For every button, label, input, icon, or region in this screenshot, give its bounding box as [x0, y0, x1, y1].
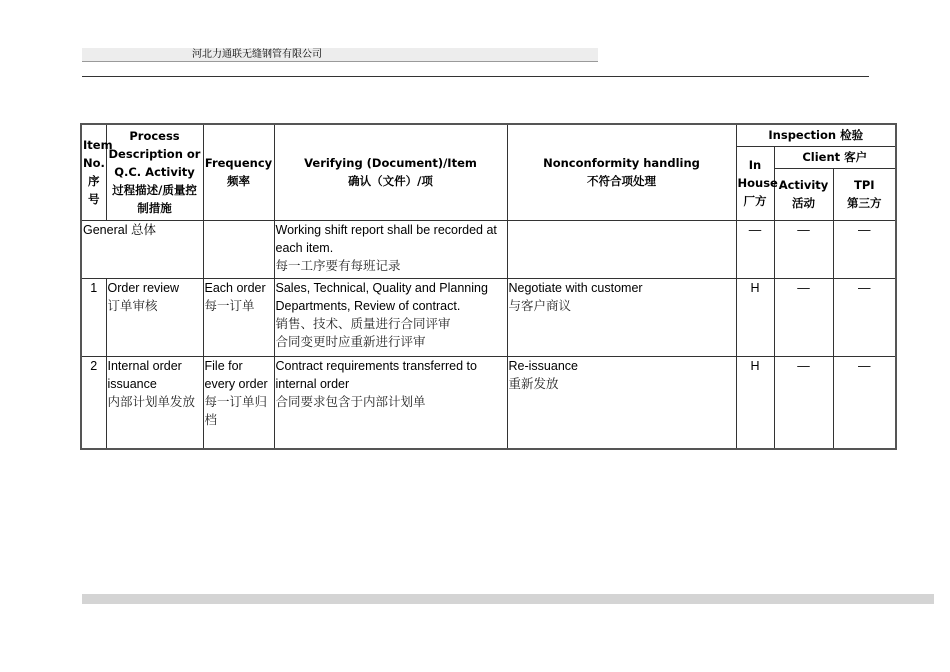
col-frequency: Frequency 频率: [203, 124, 274, 220]
col-process: Process Description or Q.C. Activity 过程描述/质量控制措施: [106, 124, 203, 220]
cell-item-no: 1: [81, 278, 106, 356]
cell-in-house: H: [736, 278, 774, 356]
cell-activity: —: [774, 220, 833, 278]
header-bar: [82, 48, 598, 61]
cell-verifying: Sales, Technical, Quality and Planning Departments, Review of contract. 销售、技术、质量进行合同评审 合同变更时应重新进行评审: [274, 278, 507, 356]
cell-activity: —: [774, 356, 833, 449]
cell-frequency: [203, 220, 274, 278]
header-rule: [82, 76, 869, 77]
table-row: [81, 220, 896, 278]
col-tpi: TPI 第三方: [833, 168, 896, 220]
col-item-no: Item No. 序号: [81, 124, 106, 220]
cell-tpi: —: [833, 220, 896, 278]
cell-frequency: Each order 每一订单: [203, 278, 274, 356]
cell-frequency: File for every order 每一订单归档: [203, 356, 274, 449]
cell-verifying: Contract requirements transferred to internal order 合同要求包含于内部计划单: [274, 356, 507, 449]
cell-tpi: —: [833, 356, 896, 449]
table-row: [81, 278, 896, 356]
inspection-plan-table: [80, 123, 897, 450]
header-rule-top: [82, 61, 598, 62]
footer-bar: [82, 594, 934, 604]
cell-nonconformity: Re-issuance 重新发放: [507, 356, 736, 449]
cell-process: Order review 订单审核: [106, 278, 203, 356]
col-client: Client 客户: [774, 146, 896, 168]
cell-verifying: Working shift report shall be recorded at each item. 每一工序要有每班记录: [274, 220, 507, 278]
cell-item-no: 2: [81, 356, 106, 449]
cell-activity: —: [774, 278, 833, 356]
col-activity: Activity 活动: [774, 168, 833, 220]
col-nonconformity: Nonconformity handling 不符合项处理: [507, 124, 736, 220]
table-row: [81, 356, 896, 449]
header-row-1: [81, 124, 896, 146]
cell-in-house: H: [736, 356, 774, 449]
cell-in-house: —: [736, 220, 774, 278]
cell-tpi: —: [833, 278, 896, 356]
cell-item-general: General 总体: [81, 220, 203, 278]
cell-process: Internal order issuance 内部计划单发放: [106, 356, 203, 449]
cell-nonconformity: Negotiate with customer 与客户商议: [507, 278, 736, 356]
cell-nonconformity: [507, 220, 736, 278]
col-verifying: Verifying (Document)/Item 确认（文件）/项: [274, 124, 507, 220]
col-in-house: In House 厂方: [736, 146, 774, 220]
col-inspection: Inspection 检验: [736, 124, 896, 146]
company-name: 河北力通联无缝钢管有限公司: [192, 49, 322, 60]
